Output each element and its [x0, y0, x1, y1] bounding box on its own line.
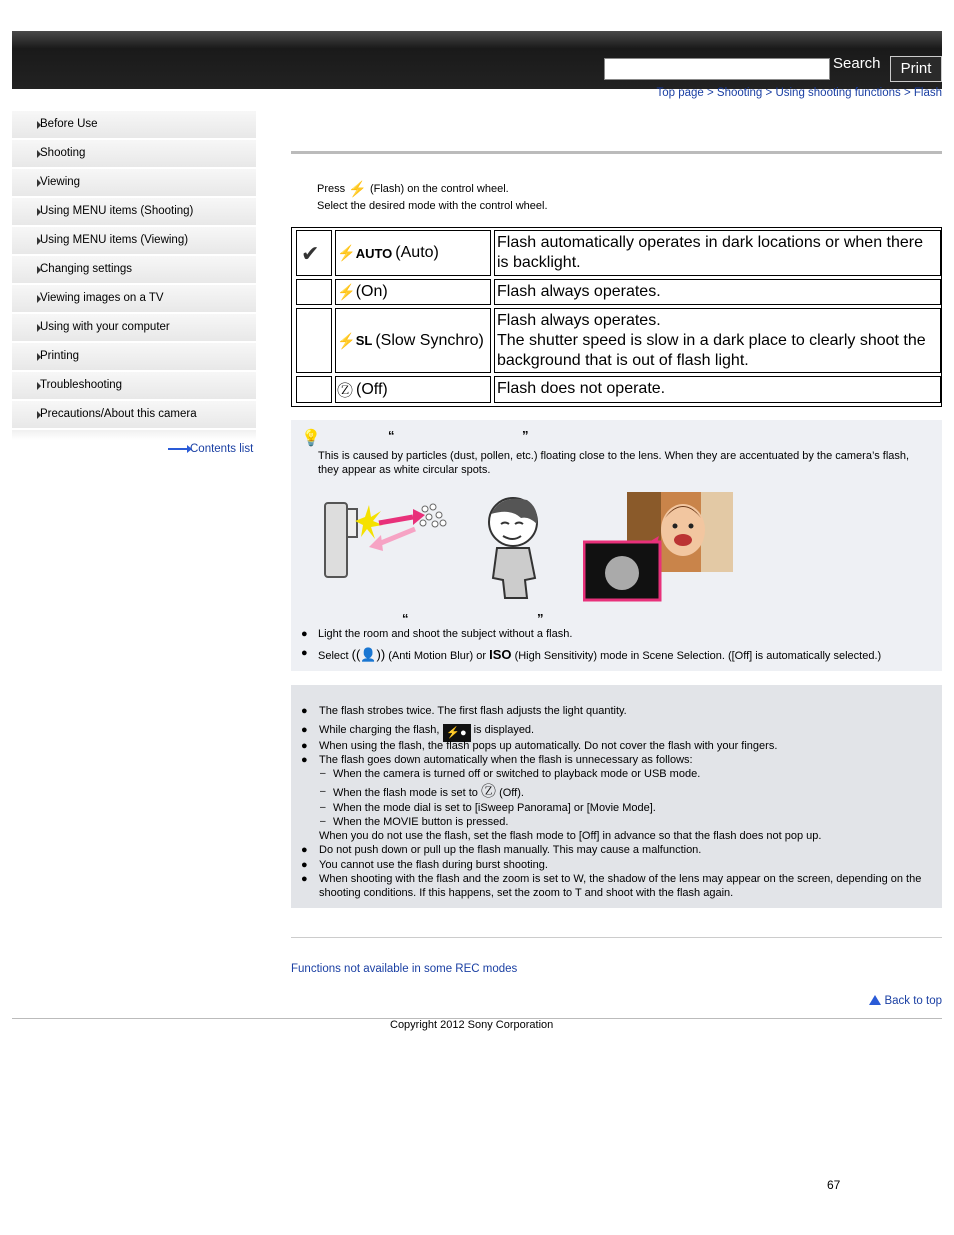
- dash-icon: –: [320, 768, 326, 779]
- sidebar-footer: [12, 430, 256, 440]
- list-item-text: You cannot use the flash during burst shooting.: [319, 859, 548, 871]
- list-item: [301, 628, 573, 640]
- dash-icon: –: [320, 802, 326, 813]
- list-item: [301, 704, 627, 718]
- page-number: 67: [827, 1178, 841, 1192]
- breadcrumb-using-shooting-functions[interactable]: Using shooting functions: [775, 87, 901, 99]
- mode-label: (Slow Synchro): [375, 331, 484, 349]
- list-item: [301, 647, 882, 663]
- sub-item: [320, 767, 701, 781]
- related-link[interactable]: Functions not available in some REC modes: [291, 963, 518, 975]
- list-item-text: Do not push down or pull up the flash manually. This may cause a malfunction.: [319, 844, 702, 856]
- list-item: [301, 858, 548, 872]
- hint-box: [291, 420, 942, 671]
- hint-text: This is caused by particles (dust, pollen, etc.) floating close to the lens. When they are accentuated by the camera’s flash, they appear as white circular spots.: [318, 450, 910, 476]
- sidebar-item-label: Precautions/About this camera: [40, 408, 197, 420]
- breadcrumb-shooting[interactable]: Shooting: [716, 87, 763, 99]
- checkmark-icon: ✔: [301, 241, 320, 266]
- mode-desc: Flash always operates. The shutter speed is slow in a dark place to clearly shoot the background that is out of flash light.: [494, 308, 941, 373]
- title-rule: [291, 151, 942, 154]
- list-item-text: (High Sensitivity) mode in Scene Selection. ([Off] is automatically selected.): [514, 650, 882, 662]
- mode-desc: Flash always operates.: [494, 279, 941, 305]
- quote-open: “: [402, 611, 409, 626]
- bullet-icon: ●: [301, 740, 308, 752]
- selected-cell: [296, 230, 332, 276]
- note-text: When you do not use the flash, set the flash mode to [Off] in advance so that the flash does not pop up.: [319, 830, 822, 842]
- step-2: Select the desired mode with the control wheel.: [317, 200, 548, 212]
- list-item-text: is displayed.: [473, 724, 535, 736]
- camera-flash-illustration: [321, 495, 451, 605]
- sidebar-item-label: Viewing images on a TV: [40, 292, 164, 304]
- bullet-icon: ●: [301, 647, 308, 659]
- list-item-text: The flash goes down automatically when the flash is unnecessary as follows:: [319, 754, 693, 766]
- sidebar-item-troubleshooting[interactable]: [12, 372, 256, 401]
- mode-label: (On): [355, 283, 388, 300]
- flash-slow-sync-icon: SL: [355, 333, 373, 348]
- dash-icon: –: [320, 816, 326, 827]
- arrow-right-icon: [37, 411, 41, 419]
- step-1: [317, 180, 509, 198]
- dash-icon: –: [320, 786, 326, 797]
- flash-off-icon: Ⓩ: [480, 783, 496, 800]
- flash-on-icon: ⚡: [337, 284, 356, 301]
- copyright: Copyright 2012 Sony Corporation: [390, 1019, 554, 1031]
- list-item: [301, 753, 693, 767]
- arrow-right-icon: [37, 382, 41, 390]
- sub-item: [320, 783, 524, 800]
- sidebar: [12, 111, 256, 440]
- search-button[interactable]: Search: [833, 55, 881, 72]
- list-item-text: When shooting with the flash and the zoom is set to W, the shadow of the lens may appear on the screen, depending on the shooting conditions. If this happens, set the zoom to T and shoot with the flash again.: [319, 873, 922, 899]
- arrow-right-icon: [37, 295, 41, 303]
- selected-cell: [296, 376, 332, 403]
- arrow-right-icon: [37, 121, 41, 129]
- table-row: [294, 376, 941, 403]
- sidebar-item-shooting[interactable]: [12, 140, 256, 169]
- search-input[interactable]: [604, 58, 830, 80]
- sidebar-item-label: Viewing: [40, 176, 81, 188]
- selected-cell: [296, 279, 332, 305]
- notes-box: [291, 685, 942, 908]
- flash-charging-icon: ⚡●: [443, 724, 471, 742]
- list-item-text: While charging the flash,: [319, 724, 440, 736]
- mode-label: (Auto): [395, 244, 439, 261]
- sidebar-item-label: Using MENU items (Viewing): [40, 234, 189, 246]
- table-row: [294, 230, 941, 276]
- arrow-right-icon: [37, 324, 41, 332]
- sidebar-item-label: Using MENU items (Shooting): [40, 205, 194, 217]
- selected-cell: [296, 308, 332, 373]
- list-item: [301, 843, 702, 857]
- high-sensitivity-iso-icon: ISO: [489, 647, 512, 662]
- list-item: [301, 872, 931, 900]
- arrow-right-icon: [168, 448, 188, 450]
- orb-photo-illustration: [583, 492, 735, 604]
- sidebar-item-printing[interactable]: [12, 343, 256, 372]
- list-item-text: Select: [318, 650, 349, 662]
- arrow-right-icon: [37, 150, 41, 158]
- person-illustration: [481, 494, 551, 604]
- mode-label: (Off): [356, 380, 388, 398]
- lightbulb-icon: 💡: [301, 430, 321, 447]
- flash-icon: ⚡: [337, 245, 356, 262]
- quote-close: ”: [537, 611, 544, 626]
- sub-item-text: When the camera is turned off or switched to playback mode or USB mode.: [333, 768, 701, 780]
- quote-open: “: [388, 428, 395, 443]
- mode-cell: [335, 230, 491, 276]
- list-item: [301, 739, 778, 753]
- section-rule: [291, 937, 942, 938]
- breadcrumb-separator: >: [903, 87, 911, 99]
- bullet-icon: ●: [301, 754, 308, 766]
- list-item-text: The flash strobes twice. The first flash adjusts the light quantity.: [319, 705, 627, 717]
- sidebar-item-label: Before Use: [40, 118, 98, 130]
- sidebar-item-label: Printing: [40, 350, 79, 362]
- mode-cell: [335, 308, 491, 373]
- table-row: [294, 279, 941, 305]
- arrow-right-icon: [37, 179, 41, 187]
- flash-icon: ⚡: [348, 181, 367, 198]
- flash-mode-table: [291, 227, 942, 407]
- sidebar-item-computer[interactable]: [12, 314, 256, 343]
- sidebar-item-before-use[interactable]: [12, 111, 256, 140]
- sidebar-item-menu-shooting[interactable]: [12, 198, 256, 227]
- quote-close: ”: [522, 428, 529, 443]
- bullet-icon: ●: [301, 724, 308, 736]
- sidebar-item-tv[interactable]: [12, 285, 256, 314]
- table-row: [294, 308, 941, 373]
- list-item-text: When using the flash, the flash pops up automatically. Do not cover the flash with your fingers.: [319, 740, 778, 752]
- arrow-right-icon: [37, 208, 41, 216]
- breadcrumb: [656, 87, 942, 99]
- contents-list-link[interactable]: [168, 443, 253, 455]
- breadcrumb-separator: >: [706, 87, 714, 99]
- sub-item-text: When the MOVIE button is pressed.: [333, 816, 509, 828]
- arrow-right-icon: [37, 237, 41, 245]
- sidebar-item-label: Troubleshooting: [40, 379, 123, 391]
- mode-desc: Flash does not operate.: [494, 376, 941, 403]
- mode-cell: [335, 376, 491, 403]
- mode-cell: [335, 279, 491, 305]
- bullet-icon: ●: [301, 844, 308, 856]
- mode-desc: Flash automatically operates in dark locations or when there is backlight.: [494, 230, 941, 276]
- back-to-top-label: Back to top: [884, 995, 942, 1007]
- sub-item: [320, 801, 656, 815]
- arrow-up-icon: [869, 995, 881, 1005]
- bullet-icon: ●: [301, 859, 308, 871]
- sidebar-item-changing-settings[interactable]: [12, 256, 256, 285]
- anti-motion-blur-icon: ((👤)): [351, 647, 386, 662]
- sidebar-item-viewing[interactable]: [12, 169, 256, 198]
- list-item-text: (Anti Motion Blur) or: [388, 650, 487, 662]
- back-to-top-link[interactable]: [869, 995, 942, 1007]
- breadcrumb-top-page[interactable]: Top page: [656, 87, 704, 99]
- sidebar-item-label: Changing settings: [40, 263, 133, 275]
- flash-icon: ⚡: [337, 332, 356, 350]
- breadcrumb-separator: >: [765, 87, 773, 99]
- list-item-text: Light the room and shoot the subject without a flash.: [318, 628, 573, 640]
- sub-item-text: When the flash mode is set to: [333, 787, 478, 799]
- print-button[interactable]: Print: [890, 56, 942, 82]
- sub-item-text: When the mode dial is set to [iSweep Panorama] or [Movie Mode].: [333, 802, 656, 814]
- bullet-icon: ●: [301, 628, 308, 640]
- breadcrumb-flash[interactable]: Flash: [913, 87, 942, 99]
- sidebar-item-label: Shooting: [40, 147, 86, 159]
- step-text: Press: [317, 183, 346, 195]
- sidebar-item-precautions[interactable]: [12, 401, 256, 430]
- sidebar-item-label: Using with your computer: [40, 321, 170, 333]
- sub-item: [320, 815, 509, 829]
- bullet-icon: ●: [301, 705, 308, 717]
- bullet-icon: ●: [301, 873, 308, 885]
- arrow-right-icon: [37, 353, 41, 361]
- contents-list-label: Contents list: [190, 443, 254, 455]
- arrow-right-icon: [37, 266, 41, 274]
- sidebar-item-menu-viewing[interactable]: [12, 227, 256, 256]
- flash-off-icon: Ⓩ: [337, 383, 354, 400]
- sub-item-text: (Off).: [499, 787, 524, 799]
- flash-auto-icon: AUTO: [355, 245, 393, 261]
- step-text: (Flash) on the control wheel.: [369, 183, 509, 195]
